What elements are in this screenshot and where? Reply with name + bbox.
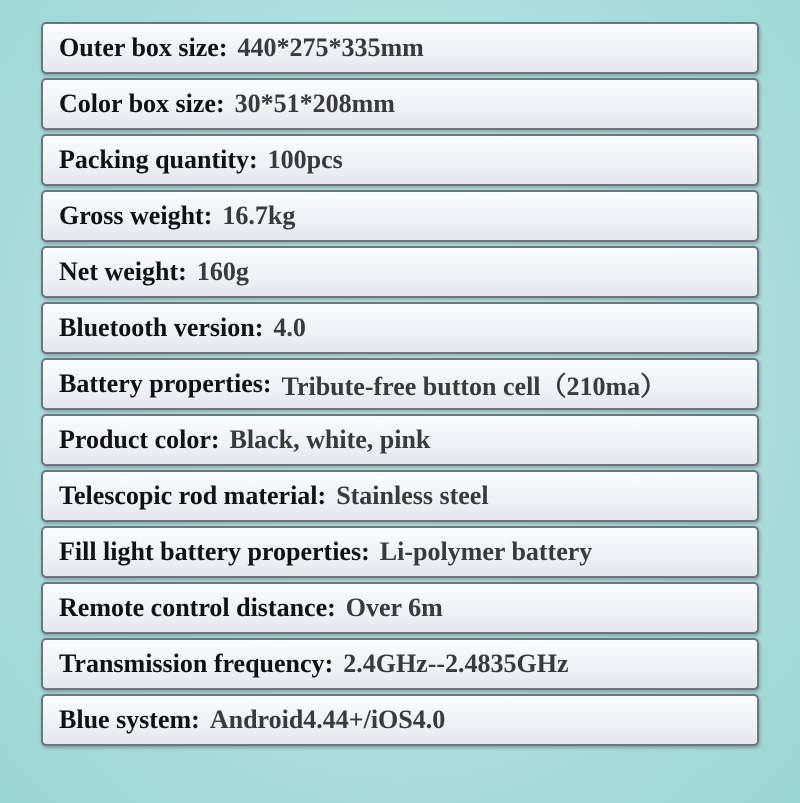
spec-separator: : xyxy=(218,33,228,62)
spec-list xyxy=(41,22,759,750)
spec-separator: : xyxy=(203,201,213,230)
spec-label: Remote control distance xyxy=(59,593,328,622)
spec-row-bluetooth-version xyxy=(41,302,759,354)
spec-row-gross-weight xyxy=(41,190,759,242)
spec-value: 16.7kg xyxy=(222,201,296,230)
spec-separator: : xyxy=(327,593,336,622)
spec-value: Black, white, pink xyxy=(229,425,431,454)
spec-value: Stainless steel xyxy=(336,481,489,510)
spec-label: Blue system xyxy=(59,705,192,734)
spec-value: 4.0 xyxy=(273,313,306,342)
spec-separator: : xyxy=(361,537,370,566)
spec-row-battery-properties xyxy=(41,358,759,410)
spec-separator: : xyxy=(249,145,258,174)
spec-row-transmission-frequency xyxy=(41,638,759,690)
spec-value: Android4.44+/iOS4.0 xyxy=(209,705,446,734)
spec-separator: : xyxy=(215,89,225,118)
spec-value: 30*51*208mm xyxy=(234,89,395,118)
spec-separator: : xyxy=(317,481,327,510)
spec-label: Transmission frequency xyxy=(59,649,325,678)
spec-row-fill-light-battery xyxy=(41,526,759,578)
spec-row-net-weight xyxy=(41,246,759,298)
spec-separator: : xyxy=(262,369,272,398)
spec-value: 160g xyxy=(196,257,249,286)
spec-row-telescopic-rod-material xyxy=(41,470,759,522)
spec-label: Gross weight xyxy=(59,201,204,230)
spec-value: Li-polymer battery xyxy=(379,537,593,566)
spec-separator: : xyxy=(210,425,220,454)
spec-label: Product color xyxy=(59,425,211,454)
spec-label: Telescopic rod material xyxy=(59,481,318,510)
spec-separator: : xyxy=(178,257,187,286)
spec-row-outer-box-size xyxy=(41,22,759,74)
spec-label: Net weight xyxy=(59,257,179,286)
spec-value: Tribute-free button cell（210ma） xyxy=(281,371,667,401)
spec-label: Color box size xyxy=(59,89,216,118)
spec-label: Bluetooth version xyxy=(59,313,255,342)
spec-label: Fill light battery properties xyxy=(59,537,362,566)
spec-label: Outer box size xyxy=(59,33,219,62)
spec-label: Battery properties xyxy=(59,369,263,398)
spec-row-blue-system xyxy=(41,694,759,746)
spec-separator: : xyxy=(254,313,264,342)
spec-value: 100pcs xyxy=(267,145,343,174)
spec-separator: : xyxy=(191,705,200,734)
spec-separator: : xyxy=(324,649,334,678)
spec-label: Packing quantity xyxy=(59,145,249,174)
spec-value: 440*275*335mm xyxy=(237,33,424,62)
spec-value: Over 6m xyxy=(345,593,443,622)
spec-row-remote-control-distance xyxy=(41,582,759,634)
spec-row-packing-quantity xyxy=(41,134,759,186)
spec-row-product-color xyxy=(41,414,759,466)
spec-value: 2.4GHz--2.4835GHz xyxy=(343,649,569,678)
spec-row-color-box-size xyxy=(41,78,759,130)
